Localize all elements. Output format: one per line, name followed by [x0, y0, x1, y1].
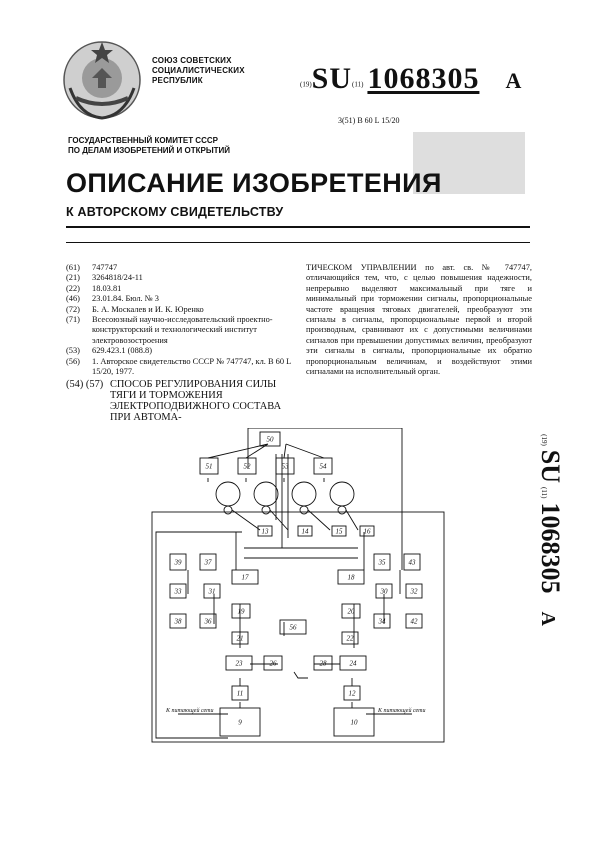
diagram-block-label: 43 [408, 558, 416, 567]
publication-number [300, 62, 521, 96]
biblio-code: (22) [66, 283, 80, 293]
diagram-block-label: 54 [319, 462, 327, 471]
diagram-block-label: 30 [380, 587, 388, 596]
diagram-block-label: 17 [241, 573, 249, 582]
diagram-block-label: 37 [204, 558, 212, 567]
bibliographic-data [66, 263, 298, 423]
side-country: SU [536, 449, 565, 484]
biblio-row [66, 357, 298, 378]
side-number: 1068305 [536, 502, 565, 594]
diagram-block-label: 15 [335, 527, 343, 536]
biblio-row [66, 284, 298, 294]
state-committee [68, 136, 230, 156]
biblio-row [66, 263, 298, 273]
diagram-block-label: 13 [261, 527, 269, 536]
divider-thick [66, 226, 530, 228]
biblio-row [66, 273, 298, 283]
biblio-value: 18.03.81 [92, 283, 122, 293]
side-prefix-1: (19) [540, 434, 548, 446]
diagram-block-label: 23 [235, 659, 243, 668]
invention-title: СПОСОБ РЕГУЛИРОВАНИЯ СИЛЫ ТЯГИ И ТОРМОЖЕНИЯ ЭЛЕКТРОПОДВИЖНОГО СОСТАВА ПРИ АВТОМА- [110, 379, 282, 424]
biblio-row [66, 305, 298, 315]
biblio-value: 629.423.1 (088.8) [92, 346, 153, 356]
number-prefix: (11) [352, 80, 364, 89]
state-emblem [60, 38, 144, 122]
diagram-block-label: 38 [174, 617, 182, 626]
biblio-row-title [66, 379, 298, 423]
patent-number: 1068305 [367, 62, 480, 95]
diagram-block-label: 18 [347, 573, 355, 582]
side-kind: A [537, 611, 559, 626]
ipc-prefix: 3(51) [338, 116, 356, 125]
ipc-classification [338, 116, 399, 125]
diagram-block-label: 24 [349, 659, 357, 668]
connection-lines [156, 428, 412, 738]
committee-line-1: ГОСУДАРСТВЕННЫЙ КОМИТЕТ СССР [68, 136, 218, 145]
biblio-value: 747747 [92, 263, 118, 272]
diagram-block-label: 12 [348, 689, 356, 698]
diagram-blocks [170, 432, 422, 736]
diagram-block-label: 50 [266, 435, 274, 444]
diagram-block-label: 32 [410, 587, 418, 596]
diagram-block-label: 16 [363, 527, 371, 536]
diagram-block-label: 51 [205, 462, 213, 471]
diagram-block-label: 28 [319, 659, 327, 668]
biblio-value: 1. Авторское свидетельство СССР № 747747, кл. В 60 L 15/20, 1977. [92, 356, 291, 377]
kind-code: A [505, 68, 522, 93]
diagram-block-label: 56 [289, 623, 297, 632]
country-code-prefix: (19) [300, 80, 312, 89]
diagram-block-label: 31 [208, 587, 216, 596]
side-publication-mark [530, 370, 570, 690]
biblio-value: 23.01.84. Бюл. № 3 [92, 294, 159, 304]
diagram-block-label: 9 [238, 718, 242, 727]
biblio-row [66, 294, 298, 304]
claim-text: ТИЧЕСКОМ УПРАВЛЕНИИ по авт. св. № 747747, отличающийся тем, что, с целью повышения надежности, непрерывно выделяют максимальный при тяге и минимальный при торможении сигналы, пропорциональные частоте вращения тяговых двигателей, преобразуют эти сигналы в сигналы, пропорциональные первой и второй производным, сравнивают их с допустимыми величинами сигналов при превышении допустимых величин, преобразуют эти сигналы в сигналы, пропорциональные их обратно пропорциональным величинам, и воздействуют этими сигналами на исполнительный орган. [306, 263, 532, 377]
diagram-block-label: 20 [347, 607, 355, 616]
biblio-code: (56) [66, 356, 80, 366]
biblio-code: (71) [66, 315, 80, 325]
diagram-block-label: 10 [350, 718, 358, 727]
biblio-code: (72) [66, 304, 80, 314]
biblio-row [66, 315, 298, 346]
document-title: ОПИСАНИЕ ИЗОБРЕТЕНИЯ [66, 168, 442, 198]
country-code: SU [311, 62, 353, 95]
diagram-block-label: 35 [378, 558, 386, 567]
divider-thin [66, 242, 530, 243]
diagram-block-label: 14 [301, 527, 309, 536]
biblio-value: Б. А. Москалев и И. К. Юренко [92, 304, 204, 314]
biblio-code: (21) [66, 273, 80, 283]
committee-line-2: ПО ДЕЛАМ ИЗОБРЕТЕНИЙ И ОТКРЫТИЙ [68, 146, 231, 155]
biblio-code: (53) [66, 346, 80, 356]
union-name-line-3: РЕСПУБЛИК [152, 76, 203, 85]
diagram-block-label: 19 [237, 607, 245, 616]
diagram-block-label: 39 [174, 558, 182, 567]
diagram-block-label: 21 [236, 634, 244, 643]
diagram-block-label: 22 [346, 634, 354, 643]
motor-circles [216, 482, 354, 514]
biblio-code: (46) [66, 294, 80, 304]
diagram-block-label: 52 [243, 462, 251, 471]
biblio-value: Всесоюзный научно-исследовательский проектно-конструкторский и технологический институт электровозостроения [92, 315, 273, 345]
biblio-code: (61) [66, 263, 80, 272]
diagram-block-label: 53 [281, 462, 289, 471]
supply-label-right: К питающей сети [378, 708, 426, 714]
union-name-line-2: СОЦИАЛИСТИЧЕСКИХ [152, 66, 245, 75]
biblio-value: 3264818/24-11 [92, 273, 143, 283]
diagram-block-label: 34 [378, 617, 386, 626]
union-name-line-1: СОЮЗ СОВЕТСКИХ [152, 56, 232, 65]
block-diagram [148, 428, 452, 762]
document-subtitle: К АВТОРСКОМУ СВИДЕТЕЛЬСТВУ [66, 205, 284, 219]
diagram-block-label: 36 [204, 617, 212, 626]
biblio-code: (54) (57) [66, 379, 104, 391]
diagram-block-label: 33 [174, 587, 182, 596]
diagram-block-label: 26 [269, 659, 277, 668]
diagram-block-label: 11 [236, 689, 244, 698]
union-name [152, 56, 245, 86]
supply-label-left: К питающей сети [166, 708, 214, 714]
ipc-code: В 60 L 15/20 [357, 116, 400, 125]
biblio-row [66, 346, 298, 356]
diagram-block-label: 42 [410, 617, 418, 626]
side-prefix-2: (11) [540, 487, 548, 499]
